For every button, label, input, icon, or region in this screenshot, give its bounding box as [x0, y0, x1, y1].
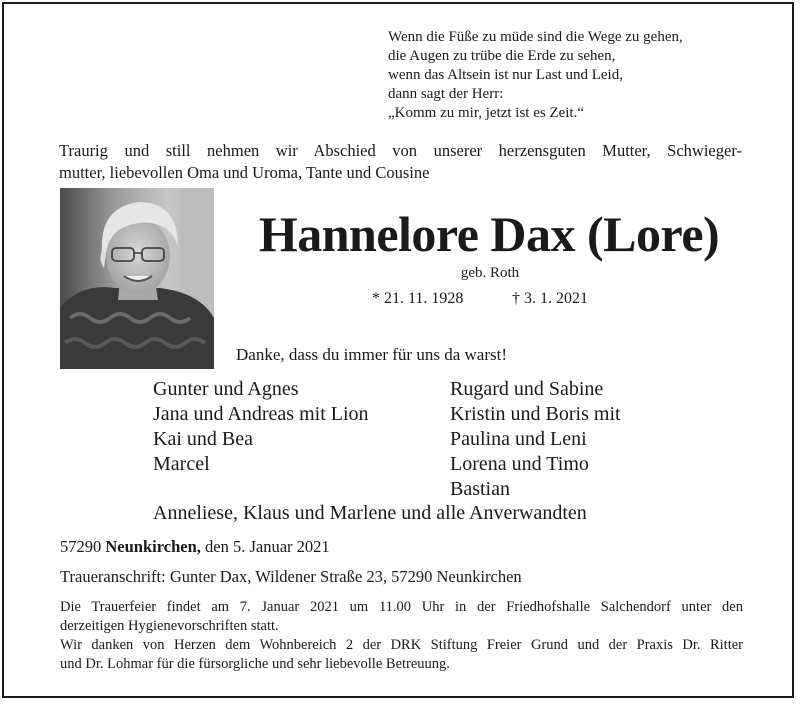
family-member: Gunter und Agnes — [153, 378, 299, 400]
family-member: Bastian — [450, 478, 510, 500]
family-member: Jana und Andreas mit Lion — [153, 403, 369, 425]
intro-text — [59, 140, 742, 184]
place-date — [60, 537, 330, 557]
mourning-address: Traueranschrift: Gunter Dax, Wildener Straße 23, 57290 Neunkirchen — [60, 567, 522, 586]
funeral-line-2: derzeitigen Hygienevorschriften statt. — [60, 618, 279, 634]
poem-line: „Komm zu mir, jetzt ist es Zeit.“ — [388, 105, 585, 121]
funeral-info — [60, 598, 743, 674]
poem-line: Wenn die Füße zu müde sind die Wege zu gehen, — [388, 29, 683, 45]
family-member: Kai und Bea — [153, 428, 253, 450]
maiden-name: geb. Roth — [460, 265, 520, 281]
family-member: Marcel — [153, 453, 210, 475]
portrait-photo — [60, 188, 214, 369]
place-zip: 57290 — [60, 537, 102, 556]
poem-line: wenn das Altsein ist nur Last und Leid, — [388, 67, 623, 83]
thanks-line: Danke, dass du immer für uns da warst! — [236, 345, 507, 364]
funeral-line-4: und Dr. Lohmar für die fürsorgliche und sehr liebevolle Betreuung. — [60, 656, 450, 672]
poem-line: die Augen zu trübe die Erde zu sehen, — [388, 48, 616, 64]
place-date-text: den 5. Januar 2021 — [205, 537, 330, 556]
intro-line-1: Traurig und still nehmen wir Abschied von unserer herzensguten Mutter, Schwieger- — [59, 141, 742, 160]
funeral-line-1: Die Trauerfeier findet am 7. Januar 2021 um 11.00 Uhr in der Friedhofshalle Salchendorf unter den — [60, 599, 743, 615]
family-list-left — [153, 377, 369, 477]
family-member: Rugard und Sabine — [450, 378, 604, 400]
memorial-poem — [388, 28, 683, 123]
family-member: Kristin und Boris mit — [450, 403, 621, 425]
poem-line: dann sagt der Herr: — [388, 86, 504, 102]
place-city: Neunkirchen, — [105, 537, 201, 556]
intro-line-2: mutter, liebevollen Oma und Uroma, Tante und Cousine — [59, 163, 430, 182]
family-member: Paulina und Leni — [450, 428, 587, 450]
family-list-right — [450, 377, 621, 502]
birth-date: * 21. 11. 1928 — [372, 290, 464, 307]
family-all: Anneliese, Klaus und Marlene und alle Anverwandten — [153, 502, 587, 524]
deceased-name: Hannelore Dax (Lore) — [258, 206, 720, 262]
family-member: Lorena und Timo — [450, 453, 589, 475]
funeral-line-3: Wir danken von Herzen dem Wohnbereich 2 der DRK Stiftung Freier Grund und der Praxis Dr. Ritter — [60, 637, 743, 653]
death-date: † 3. 1. 2021 — [512, 290, 588, 307]
